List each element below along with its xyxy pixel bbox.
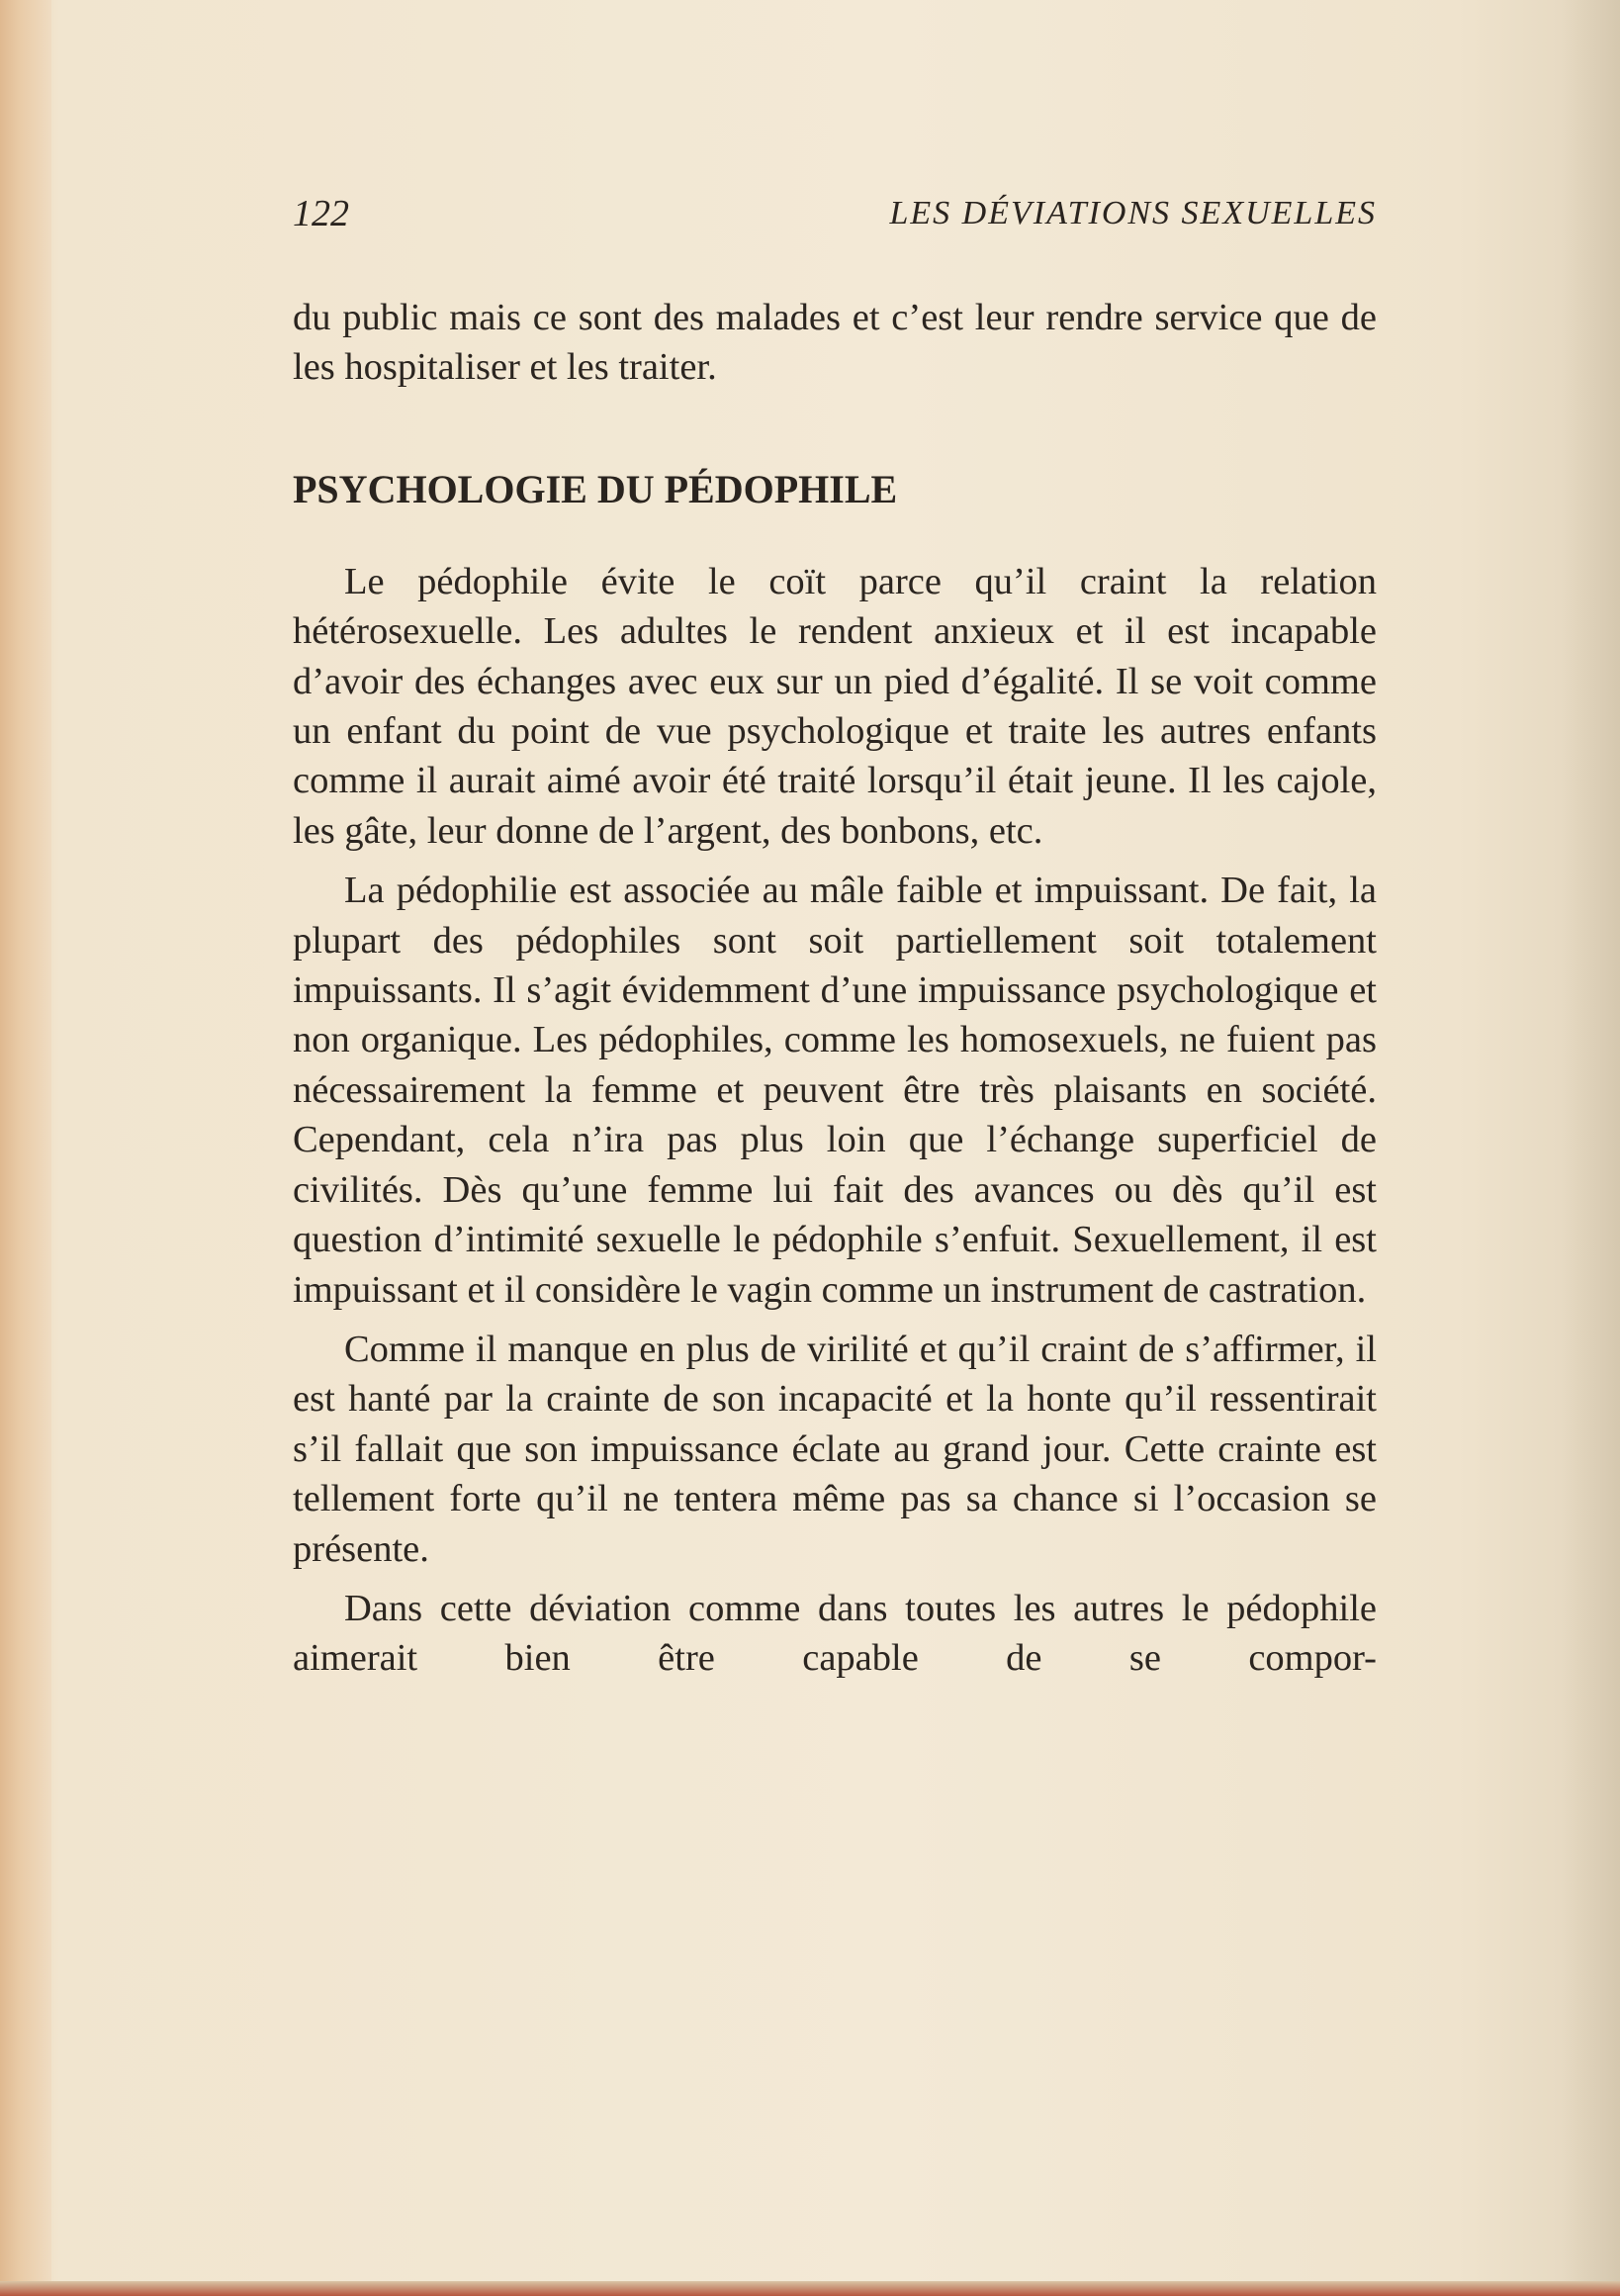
running-head bbox=[293, 188, 1377, 239]
paragraph: La pédophilie est associée au mâle faible et impuissant. De fait, la plupart des pédophiles sont soit partiellement soit totalement impuissants. Il s’agit évidemment d’une impuissance psychologique et non organique. Les pédophiles, comme les homosexuels, ne fuient pas nécessairement la femme et peuvent être très plaisants en société. Cependant, cela n’ira pas plus loin que l’échange superficiel de civilités. Dès qu’une femme lui fait des avances ou dès qu’il est question d’intimité sexuelle le pédophile s’enfuit. Sexuellement, il est impuissant et il considère le vagin comme un instrument de castration. bbox=[293, 870, 1377, 1311]
paragraph: Comme il manque en plus de virilité et qu’il craint de s’affirmer, il est hanté par la crainte de son incapacité et la honte qu’il ressentirait s’il fallait que son impuissance éclate au grand jour. Cette crainte est tellement forte qu’il ne tentera même pas sa chance si l’occasion se présente. bbox=[293, 1328, 1377, 1570]
paragraph: Dans cette déviation comme dans toutes les autres le pédophile aimerait bien être capable de se compor- bbox=[293, 1587, 1377, 1680]
paragraph: Le pédophile évite le coït parce qu’il craint la relation hétérosexuelle. Les adultes le rendent anxieux et il est incapable d’avoir des échanges avec eux sur un pied d’égalité. Il se voit comme un enfant du point de vue psychologique et traite les autres enfants comme il aurait aimé avoir été traité lorsqu’il était jeune. Il les cajole, les gâte, leur donne de l’argent, des bonbons, etc. bbox=[293, 560, 1377, 852]
page-shadow bbox=[1561, 0, 1620, 2296]
page-bottom-edge bbox=[0, 2281, 1620, 2296]
body-text bbox=[293, 293, 1377, 1684]
running-title: LES DÉVIATIONS SEXUELLES bbox=[889, 195, 1377, 231]
section-heading: PSYCHOLOGIE DU PÉDOPHILE bbox=[293, 466, 898, 511]
page-number: 122 bbox=[293, 193, 349, 234]
continued-paragraph: du public mais ce sont des malades et c’est leur rendre service que de les hospitaliser et les traiter. bbox=[293, 297, 1377, 389]
page-spine-edge bbox=[0, 0, 51, 2296]
